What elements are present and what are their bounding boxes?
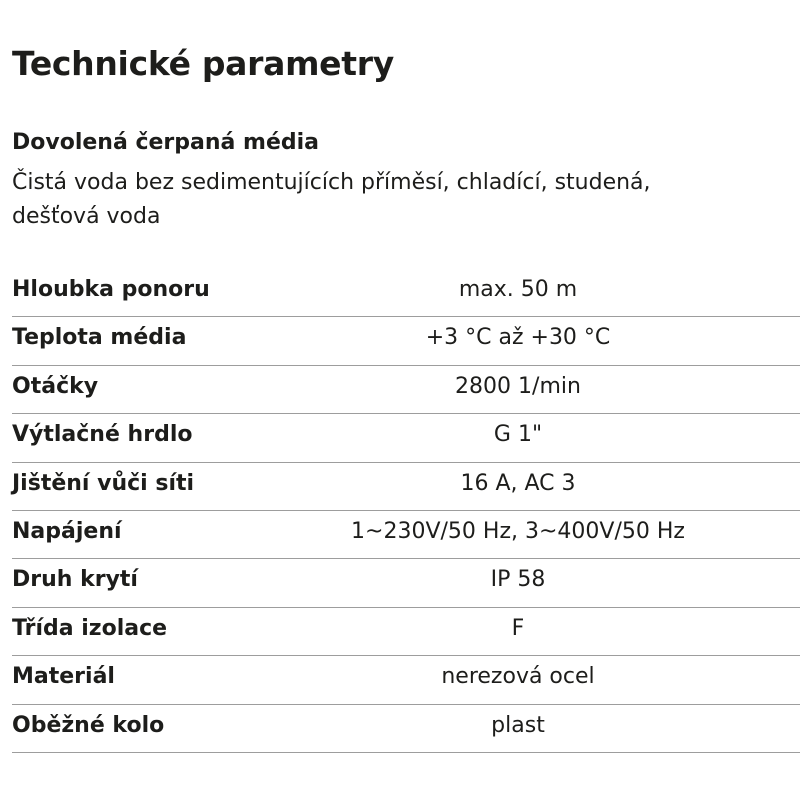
parameters-table	[12, 269, 800, 753]
param-row-material	[12, 656, 800, 704]
param-label: Materiál	[12, 664, 115, 690]
param-label: Hloubka ponoru	[12, 277, 210, 302]
param-label: Otáčky	[12, 373, 99, 399]
param-value: IP 58	[490, 567, 546, 593]
param-label: Třída izolace	[12, 615, 168, 641]
param-value: 2800 1/min	[455, 373, 581, 399]
param-row-mains-fuse	[12, 463, 800, 511]
param-row-insulation-class	[12, 608, 800, 656]
param-label: Napájení	[12, 518, 122, 544]
param-value: plast	[491, 712, 545, 738]
param-row-immersion-depth	[12, 269, 800, 317]
media-description	[12, 166, 792, 234]
param-value: F	[511, 615, 525, 641]
param-label: Jištění vůči síti	[12, 470, 195, 496]
page-title: Technické parametry	[12, 44, 394, 83]
param-row-discharge-outlet	[12, 414, 800, 462]
param-label: Druh krytí	[12, 567, 138, 593]
param-value: max. 50 m	[458, 277, 578, 302]
param-row-media-temperature	[12, 317, 800, 365]
param-label: Oběžné kolo	[12, 712, 165, 738]
param-row-power-supply	[12, 511, 800, 559]
param-label: Teplota média	[12, 325, 187, 351]
media-description-line: Čistá voda bez sedimentujících příměsí, chladící, studená,	[12, 170, 651, 195]
param-row-protection-class	[12, 559, 800, 607]
param-value: G 1"	[493, 422, 543, 448]
param-value: 16 A, AC 3	[460, 470, 576, 496]
param-value: nerezová ocel	[441, 664, 595, 690]
param-value: +3 °C až +30 °C	[425, 325, 611, 351]
param-row-speed	[12, 366, 800, 414]
param-label: Výtlačné hrdlo	[12, 422, 193, 448]
media-heading: Dovolená čerpaná média	[12, 130, 320, 155]
media-description-line: dešťová voda	[12, 204, 161, 229]
param-row-impeller	[12, 705, 800, 753]
param-value: 1~230V/50 Hz, 3~400V/50 Hz	[351, 518, 685, 544]
